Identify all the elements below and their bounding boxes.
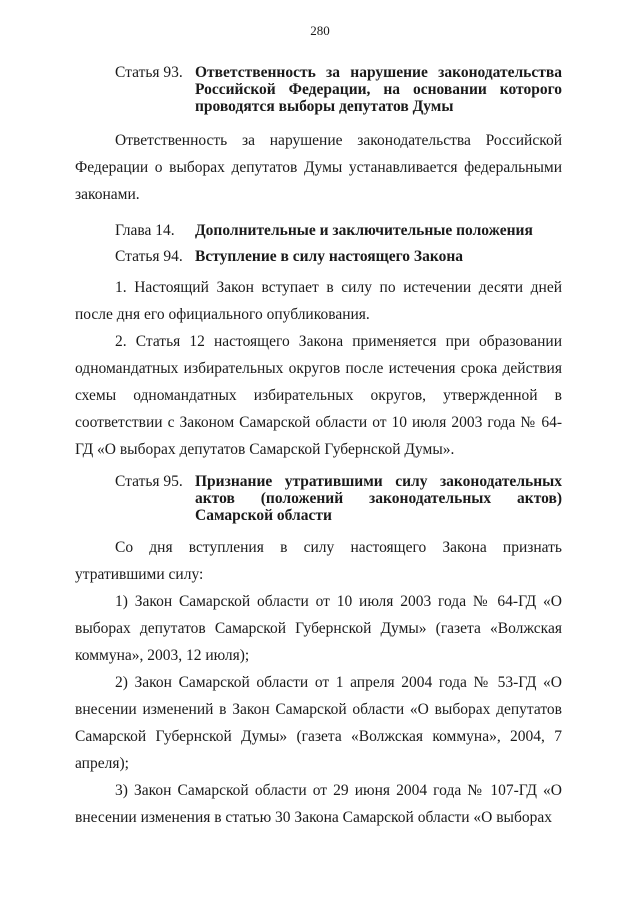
article-93-title: Ответственность за нарушение законодательства Российской Федерации, на основании которого проводятся выборы депутатов Думы [195,64,562,115]
article-95-heading [75,473,562,524]
list-item: 3) Закон Самарской области от 29 июня 2004 года № 107-ГД «О внесении изменения в статью 30 Закона Самарской области «О выборах [75,782,562,826]
article-93-text: Ответственность за нарушение законодательства Российской Федерации о выборах депутатов Думы устанавливается федеральными законами. [75,132,562,203]
article-94-paragraph-1: 1. Настоящий Закон вступает в силу по истечении десяти дней после дня его официального опубликования. [75,279,562,323]
article-93-heading [75,64,562,115]
list-item: 1) Закон Самарской области от 10 июля 2003 года № 64-ГД «О выборах депутатов Самарской Губернской Думы» (газета «Волжская коммуна», 2003, 12 июля); [75,593,562,664]
article-94-heading [75,248,562,265]
article-95-label: Статья 95. [115,473,183,490]
article-93-label: Статья 93. [115,64,183,81]
list-item: 2) Закон Самарской области от 1 апреля 2004 года № 53-ГД «О внесении изменений в Закон Самарской области «О выборах депутатов Самарской Губернской Думы» (газета «Волжская коммуна», 2004, 7 апреля); [75,674,562,772]
chapter-14-label: Глава 14. [115,222,175,239]
article-94-paragraph-2: 2. Статья 12 настоящего Закона применяется при образовании одномандатных избирательных округов после истечения срока действия схемы одномандатных избирательных округов, утвержденной в соответствии с Законом Самарской области от 10 июля 2003 года № 64-ГД «О выборах депутатов Самарской Губернской Думы». [75,333,562,458]
page-number: 280 [310,23,330,38]
article-94-label: Статья 94. [115,248,183,265]
article-95-title: Признание утратившими силу законодательных актов (положений законодательных актов) Самарской области [195,473,562,524]
document-body [75,64,562,831]
article-94-title: Вступление в силу настоящего Закона [195,248,464,265]
chapter-14-title: Дополнительные и заключительные положения [195,222,533,239]
chapter-14-heading [75,222,562,239]
article-95-intro: Со дня вступления в силу настоящего Закона признать утратившими силу: [75,539,562,583]
